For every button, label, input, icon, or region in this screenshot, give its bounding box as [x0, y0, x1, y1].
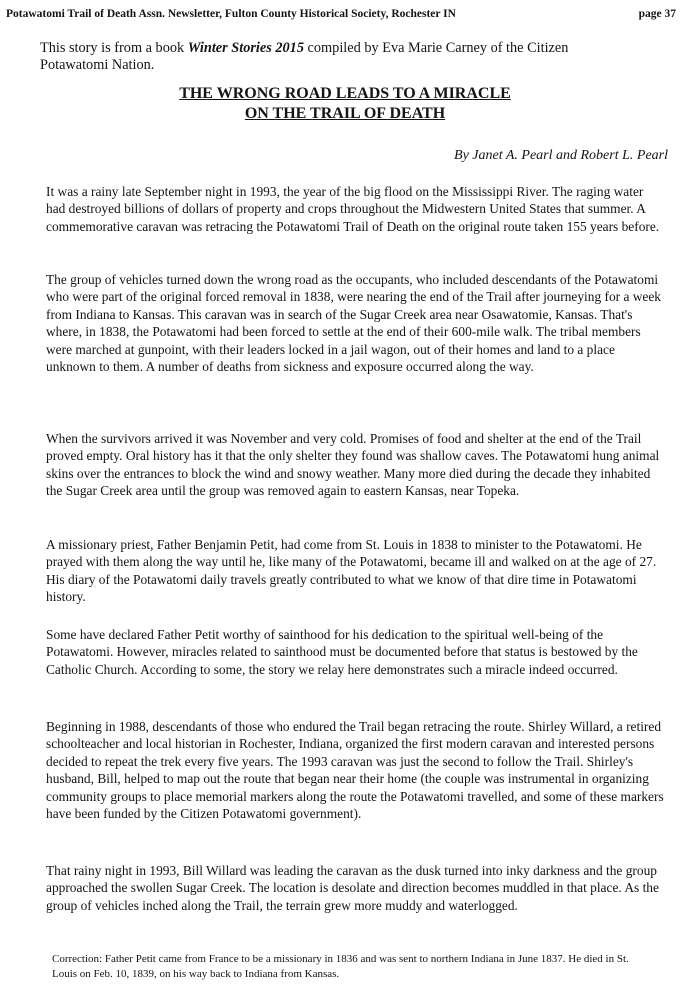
intro-text-start: This story is from a book: [40, 40, 188, 56]
page-header: [6, 8, 676, 24]
paragraph-3: When the survivors arrived it was November and very cold. Promises of food and shelter at the end of the Trail proved empty. Oral history has it that the only shelter they found was shallow caves. The Potawatomi hung animal skins over the entrances to block the wind and snowy weather. Many more died during the decade they inhabited the Sugar Creek area until the group was removed again to eastern Kansas, near Topeka.: [46, 431, 660, 499]
headline-line-2: ON THE TRAIL OF DEATH: [244, 105, 446, 122]
paragraph-1: It was a rainy late September night in 1993, the year of the big flood on the Mississippi River. The raging water had destroyed billions of dollars of property and crops throughout the Midwestern United States that summer. A commemorative caravan was retracing the Potawatomi Trail of Death on the original route taken 155 years before.: [46, 184, 660, 234]
paragraph-2: The group of vehicles turned down the wrong road as the occupants, who included descendants of the Potawatomi who were part of the original forced removal in 1838, were nearing the end of the Trail after journeying for a week from Indiana to Kansas. This caravan was in search of the Sugar Creek area near Osawatomie, Kansas. That's where, in 1838, the Potawatomi had been forced to settle at the end of their 600-mile walk. The tribal members were marched at gunpoint, with their leaders locked in a jail wagon, out of their homes and land to a place unknown to them. A number of deaths from sickness and exposure occurred along the way.: [46, 272, 662, 375]
intro-note: [40, 40, 640, 74]
intro-text-end: compiled by Eva Marie Carney of the Citizen Potawatomi Nation.: [40, 40, 569, 73]
paragraph-7: That rainy night in 1993, Bill Willard was leading the caravan as the dusk turned into inky darkness and the group approached the swollen Sugar Creek. The location is desolate and direction becomes muddled in that place. As the group of vehicles inched along the Trail, the terrain grew more muddy and waterlogged.: [46, 863, 659, 913]
paragraph-4: A missionary priest, Father Benjamin Petit, had come from St. Louis in 1838 to minister to the Potawatomi. He prayed with them along the way until he, like many of the Potawatomi, became ill and walked on at the age of 27. His diary of the Potawatomi daily travels greatly contributed to what we know of that dire time in Potawatomi history.: [46, 537, 657, 605]
article-headline: [0, 84, 690, 124]
book-title: Winter Stories 2015: [187, 40, 304, 56]
byline: By Janet A. Pearl and Robert L. Pearl: [454, 148, 668, 163]
correction-note: Correction: Father Petit came from France to be a missionary in 1836 and was sent to northern Indiana in June 1837. He died in St. Louis on Feb. 10, 1839, on his way back to Indiana from Kansas.: [52, 953, 629, 980]
page-number: page 37: [638, 8, 676, 20]
paragraph-6: Beginning in 1988, descendants of those who endured the Trail began retracing the route. Shirley Willard, a retired schoolteacher and local historian in Rochester, Indiana, organized the first modern caravan and interested persons decided to repeat the trek every five years. The 1993 caravan was just the second to follow the Trail. Shirley's husband, Bill, helped to map out the route that began near their home (the couple was instrumental in organizing community groups to place memorial markers along the route the Potawatomi travelled, and some of these markers have been funded by the Citizen Potawatomi government).: [46, 719, 664, 822]
paragraph-5: Some have declared Father Petit worthy of sainthood for his dedication to the spiritual well-being of the Potawatomi. However, miracles related to sainthood must be documented before that status is bestowed by the Catholic Church. According to some, the story we relay here demonstrates such a miracle indeed occurred.: [46, 627, 638, 677]
headline-line-1: THE WRONG ROAD LEADS TO A MIRACLE: [179, 85, 511, 102]
newsletter-title: Potawatomi Trail of Death Assn. Newsletter, Fulton County Historical Society, Rochester IN: [6, 8, 456, 20]
